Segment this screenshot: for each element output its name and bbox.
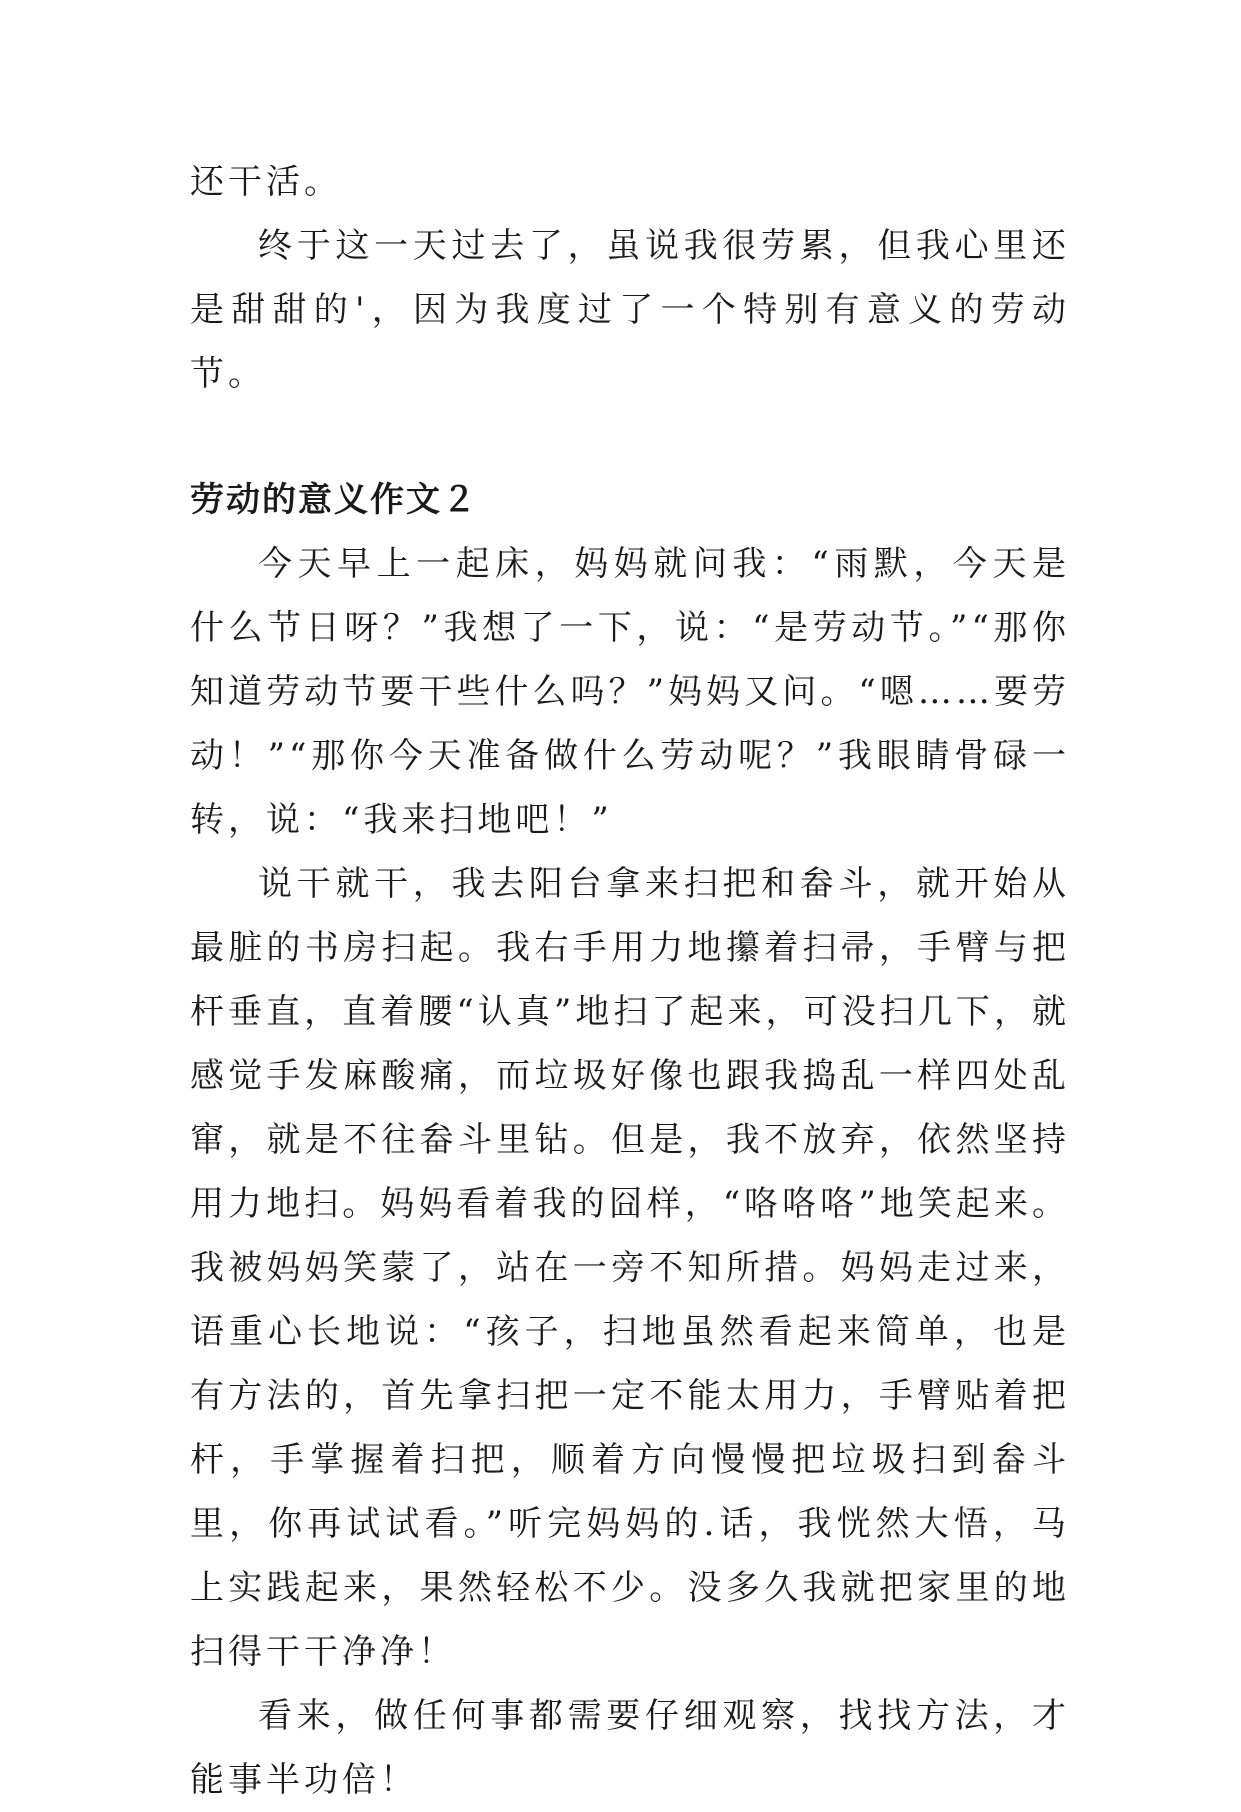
paragraph-sweeping: 说干就干，我去阳台拿来扫把和畚斗，就开始从最脏的书房扫起。我右手用力地攥着扫帚，手臂与把杆垂直，直着腰“认真”地扫了起来，可没扫几下，就感觉手发麻酸痛，而垃圾好像也跟我捣乱一样四处乱窜，就是不往畚斗里钻。但是，我不放弃，依然坚持用力地扫。妈妈看着我的囧样，“咯咯咯”地笑起来。我被妈妈笑蒙了，站在一旁不知所措。妈妈走过来，语重心长地说：“孩子，扫地虽然看起来简单，也是有方法的，首先拿扫把一定不能太用力，手臂贴着把杆，手掌握着扫把，顺着方向慢慢把垃圾扫到畚斗里，你再试试看。”听完妈妈的.话，我恍然大悟，马上实践起来，果然轻松不少。没多久我就把家里的地扫得干干净净！ (190, 864, 1070, 1672)
paragraph-continuation: 还干活。 (190, 162, 342, 202)
document-page (190, 150, 1070, 1812)
paragraph-moral: 看来，做任何事都需要仔细观察，找找方法，才能事半功倍！ (190, 1696, 1070, 1800)
paragraph-dialogue: 今天早上一起床，妈妈就问我：“雨默，今天是什么节日呀？”我想了一下，说：“是劳动节。”“那你知道劳动节要干些什么吗？”妈妈又问。“嗯……要劳动！”“那你今天准备做什么劳动呢？”我眼睛骨碌一转，说：“我来扫地吧！” (190, 544, 1070, 840)
section-title: 劳动的意义作文２ (190, 480, 478, 520)
paragraph-conclusion: 终于这一天过去了，虽说我很劳累，但我心里还是甜甜的'，因为我度过了一个特别有意义的劳动节。 (190, 226, 1070, 394)
